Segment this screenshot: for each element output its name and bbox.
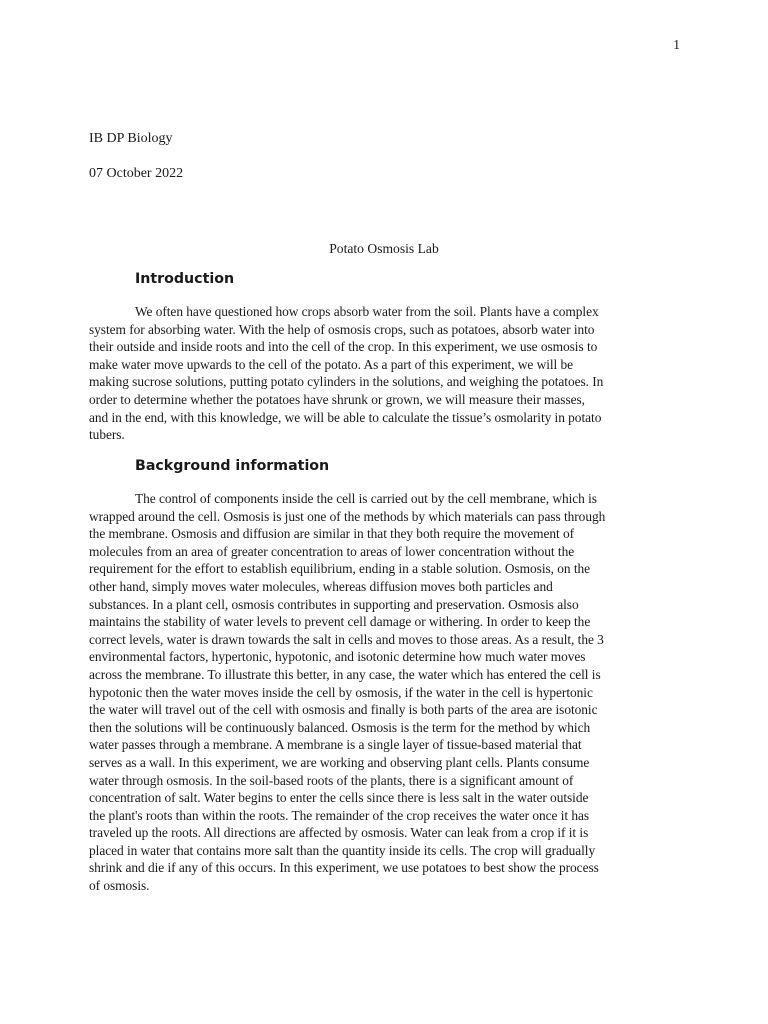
text-line: hypotonic then the water moves inside the cell by osmosis, if the water in the cell is hypertonic: [89, 684, 593, 700]
text-line: We often have questioned how crops absorb water from the soil. Plants have a complex: [135, 304, 599, 319]
text-line: system for absorbing water. With the help of osmosis crops, such as potatoes, absorb water into: [89, 321, 595, 337]
document-title: Potato Osmosis Lab: [329, 241, 439, 256]
text-line: making sucrose solutions, putting potato cylinders in the solutions, and weighing the potatoes. In: [89, 374, 604, 390]
text-line: correct levels, water is drawn towards the salt in cells and moves to those areas. As a result, the 3: [89, 631, 604, 647]
text-line: then the solutions will be continuously balanced. Osmosis is the term for the method by which: [89, 719, 591, 735]
course-subject: IB DP Biology: [89, 131, 173, 146]
text-line: other hand, simply moves water molecules, whereas diffusion moves both particles and: [89, 578, 553, 594]
text-line: the membrane. Osmosis and diffusion are similar in that they both require the movement of: [89, 526, 575, 542]
text-line: shrink and die if any of this occurs. In this experiment, we use potatoes to best show the process: [89, 860, 599, 876]
text-line: traveled up the roots. All directions are affected by osmosis. Water can leak from a crop if it is: [89, 825, 589, 841]
section-body-introduction: [89, 303, 679, 444]
text-line: the plant's roots than within the roots. The remainder of the crop receives the water once it has: [89, 807, 590, 823]
text-line: of osmosis.: [89, 878, 150, 894]
text-line: placed in water that contains more salt than the quantity inside its cells. The crop will gradually: [89, 842, 596, 858]
text-line: maintains the stability of water levels to prevent cell damage or withering. In order to keep the: [89, 614, 591, 630]
text-line: water through osmosis. In the soil-based roots of the plants, there is a significant amount of: [89, 772, 574, 788]
text-line: order to determine whether the potatoes have shrunk or grown, we will measure their masses,: [89, 391, 585, 407]
page-number: 1: [673, 37, 680, 52]
text-line: their outside and inside roots and into the cell of the crop. In this experiment, we use osmosis to: [89, 339, 598, 355]
text-line: The control of components inside the cell is carried out by the cell membrane, which is: [135, 491, 597, 506]
text-line: molecules from an area of greater concentration to areas of lower concentration without the: [89, 543, 575, 559]
text-line: environmental factors, hypertonic, hypotonic, and isotonic determine how much water moves: [89, 649, 586, 665]
text-line: serves as a wall. In this experiment, we are working and observing plant cells. Plants consume: [89, 754, 590, 770]
text-line: requirement for the effort to establish equilibrium, ending in a stable solution. Osmosis, on the: [89, 561, 591, 577]
text-line: tubers.: [89, 427, 125, 443]
text-line: wrapped around the cell. Osmosis is just one of the methods by which materials can pass through: [89, 508, 606, 524]
section-body-background: [89, 490, 679, 895]
document-date: 07 October 2022: [89, 166, 184, 181]
text-line: concentration of salt. Water begins to enter the cells since there is less salt in the water outside: [89, 790, 589, 806]
text-line: substances. In a plant cell, osmosis contributes in supporting and preservation. Osmosis also: [89, 596, 579, 612]
section-heading-background: Background information: [135, 458, 330, 474]
text-line: water passes through a membrane. A membrane is a single layer of tissue-based material that: [89, 737, 582, 753]
text-line: and in the end, with this knowledge, we will be able to calculate the tissue’s osmolarity in potato: [89, 409, 602, 425]
text-line: across the membrane. To illustrate this better, in any case, the water which has entered the cell is: [89, 666, 601, 682]
text-line: the water will travel out of the cell with osmosis and finally is both parts of the area are isotonic: [89, 702, 598, 718]
text-line: make water move upwards to the cell of the potato. As a part of this experiment, we will be: [89, 356, 574, 372]
section-heading-introduction: Introduction: [135, 271, 235, 287]
